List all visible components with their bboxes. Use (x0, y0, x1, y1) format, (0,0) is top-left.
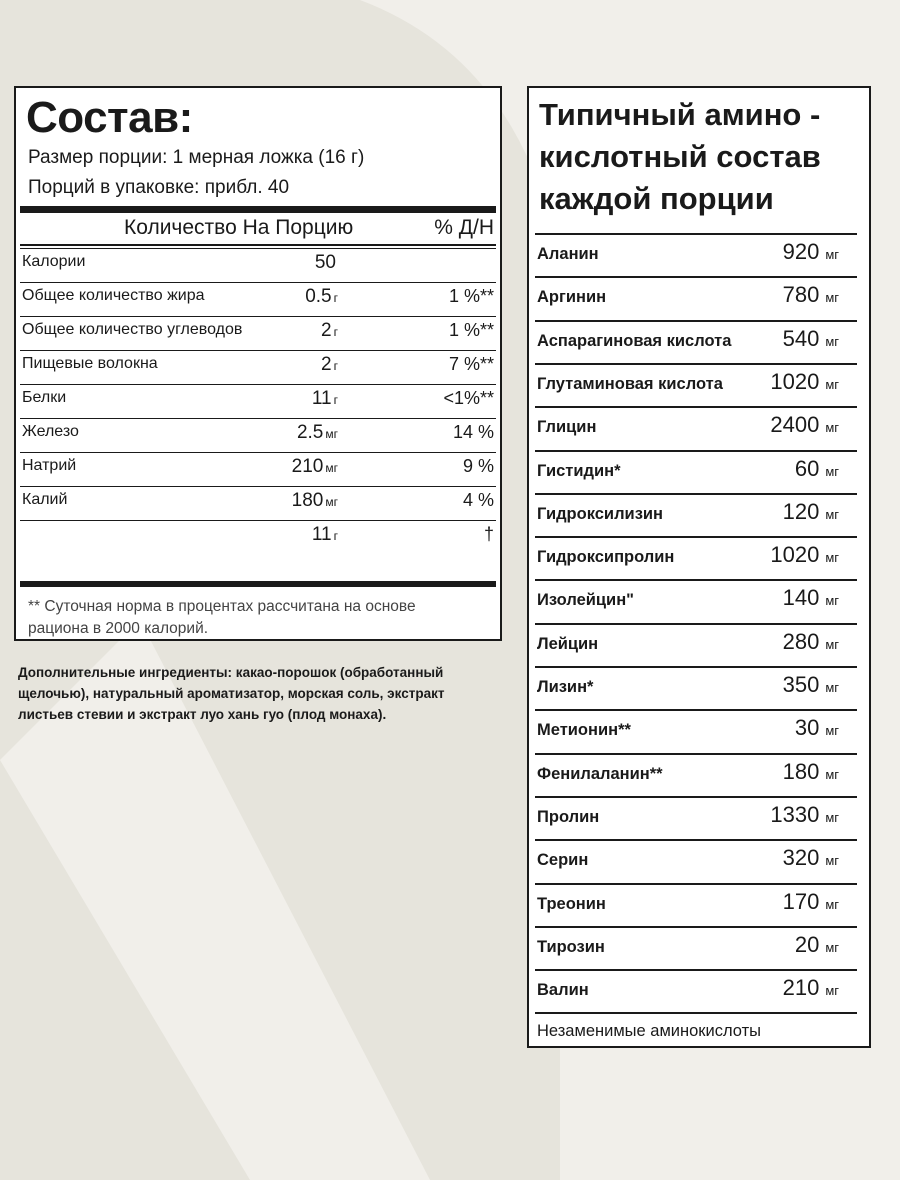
amino-acid-amount (794, 455, 839, 481)
amino-acid-unit: мг (825, 333, 839, 349)
row-divider (535, 363, 857, 365)
nutrient-amount-value: 210 (291, 456, 324, 477)
amino-acid-amount (770, 368, 839, 394)
amino-acid-name: Серин (537, 851, 589, 870)
amino-acid-unit: мг (825, 506, 839, 522)
row-divider (535, 839, 857, 841)
nutrient-amount (312, 525, 338, 544)
amino-row (535, 883, 857, 926)
amino-acid-name: Валин (537, 981, 589, 1000)
nutrient-daily-value: † (483, 524, 494, 544)
nutrient-daily-value: 4 % (462, 490, 494, 510)
row-divider (535, 623, 857, 625)
amino-acid-name: Аргинин (537, 288, 607, 307)
amino-acid-name: Аланин (537, 245, 599, 263)
row-divider (535, 1012, 857, 1014)
nutrient-daily-value: <1%** (443, 388, 494, 408)
nutrient-amount-value: 2 (321, 320, 332, 341)
row-divider (535, 753, 857, 755)
thick-divider (20, 206, 496, 213)
nutrient-name: Железо (22, 423, 79, 440)
row-divider (535, 320, 857, 322)
amino-acid-unit: мг (825, 636, 839, 652)
amino-acid-value: 2400 (770, 412, 820, 438)
amino-acid-panel (527, 86, 871, 1048)
nutrient-amount-value: 11 (311, 388, 332, 409)
amino-acid-amount (794, 931, 839, 957)
amino-acid-value: 780 (782, 282, 820, 308)
amino-acid-unit: мг (825, 723, 839, 739)
nutrient-amount-unit: г (333, 325, 338, 339)
nutrient-amount-value: 180 (291, 490, 324, 511)
amino-acid-value: 320 (782, 845, 820, 871)
amino-acid-unit: мг (825, 766, 839, 782)
amino-acid-unit: мг (825, 550, 839, 566)
amino-row (535, 666, 857, 709)
amino-acid-value: 20 (794, 931, 820, 957)
nutrient-name: Общее количество углеводов (22, 321, 243, 338)
amino-row (535, 406, 857, 449)
amino-bottom-divider (535, 1012, 857, 1014)
row-divider (20, 282, 496, 283)
amino-acid-value: 120 (782, 498, 820, 524)
amino-acid-unit: мг (825, 420, 839, 436)
amino-acid-unit: мг (825, 809, 839, 825)
nutrient-amount-value: 2 (321, 354, 332, 375)
nutrient-amount-unit: г (333, 359, 338, 373)
nutrient-amount (315, 253, 338, 272)
amino-row (535, 969, 857, 1012)
nutrient-amount-unit: г (333, 291, 338, 305)
row-divider (535, 926, 857, 928)
amino-acid-value: 1330 (770, 801, 820, 827)
amino-acid-amount (770, 544, 839, 566)
amino-acid-value: 350 (782, 672, 820, 697)
row-divider (20, 384, 496, 385)
amino-acid-amount (783, 977, 839, 999)
nutrition-title: Состав: (26, 93, 193, 142)
amino-acid-value: 540 (782, 325, 820, 351)
row-divider (535, 883, 857, 885)
amino-acid-name: Метионин** (537, 721, 631, 740)
nutrition-row (20, 316, 496, 349)
nutrient-amount-unit: мг (325, 495, 338, 509)
essential-amino-acids-note: Незаменимые аминокислоты (537, 1022, 762, 1040)
nutrition-row (20, 282, 496, 315)
amino-acid-value: 920 (782, 239, 820, 264)
nutrition-row (20, 350, 496, 383)
amino-acid-amount (783, 847, 839, 869)
nutrient-amount-value: 2.5 (296, 422, 324, 443)
amino-acid-value: 60 (794, 455, 820, 481)
nutrient-amount (312, 389, 338, 408)
nutrient-amount (305, 287, 338, 306)
row-divider (535, 450, 857, 452)
row-divider (20, 452, 496, 453)
amino-acid-amount (782, 498, 839, 524)
nutrient-amount-unit: мг (325, 461, 338, 475)
nutrient-name: Пищевые волокна (22, 355, 158, 372)
nutrient-daily-value: 9 % (462, 456, 494, 476)
nutrient-name: Калий (22, 491, 68, 508)
nutrient-amount (297, 423, 338, 442)
daily-value-footnote: ** Суточная норма в процентах рассчитана на основе рациона в 2000 калорий. (28, 598, 416, 637)
nutrient-amount-value: 50 (314, 252, 336, 273)
amino-acid-value: 170 (782, 888, 820, 914)
amino-acid-amount (783, 284, 839, 306)
nutrition-row (20, 418, 496, 451)
header-divider (20, 244, 496, 246)
amino-acid-name: Тирозин (537, 937, 605, 956)
amino-row (535, 363, 857, 406)
nutrition-facts-panel (14, 86, 502, 641)
row-divider (535, 969, 857, 971)
amino-acid-amount (783, 587, 839, 609)
nutrient-amount-value: 0.5 (305, 286, 332, 307)
extra-ingredients: Дополнительные ингредиенты: какао-порошок (обработанный щелочью), натуральный ароматизатор, морская соль, экстракт листьев стевии и экстракт луо хань гуо (плод монаха). (18, 665, 445, 722)
amino-row (535, 233, 857, 276)
amino-acid-name: Треонин (537, 894, 606, 913)
amino-acid-amount (782, 758, 839, 784)
nutrient-daily-value: 1 %** (448, 286, 494, 306)
amino-acid-name: Лейцин (537, 634, 599, 653)
amino-acid-name: Гистидин* (537, 461, 621, 480)
row-divider (535, 666, 857, 668)
amino-acid-amount (783, 674, 839, 696)
amino-row (535, 320, 857, 363)
row-divider (20, 486, 496, 487)
amino-acid-unit: мг (825, 376, 839, 392)
row-divider (535, 493, 857, 495)
row-divider (535, 536, 857, 538)
nutrient-name: Белки (22, 389, 67, 406)
amino-row (535, 536, 857, 579)
amino-row (535, 753, 857, 796)
amino-row (535, 493, 857, 536)
nutrition-row (20, 248, 496, 281)
amino-acid-name: Изолейцин" (537, 591, 634, 610)
nutrient-amount-value: 11 (311, 524, 332, 545)
amino-row (535, 839, 857, 882)
amino-row (535, 926, 857, 969)
nutrient-amount-unit: мг (325, 427, 338, 441)
amino-acid-value: 210 (782, 975, 820, 1001)
nutrient-daily-value: 14 % (452, 422, 494, 442)
nutrient-name: Натрий (22, 457, 77, 474)
nutrient-name: Калории (22, 253, 86, 270)
nutrition-row (20, 520, 496, 553)
amino-acid-name: Пролин (537, 807, 600, 826)
row-divider (535, 709, 857, 711)
nutrient-daily-value: 1 %** (448, 320, 494, 340)
amino-acid-unit: мг (825, 983, 839, 999)
servings-per-container: Порций в упаковке: прибл. 40 (28, 177, 290, 198)
nutrient-amount-unit: г (333, 529, 338, 543)
amino-acid-value: 180 (782, 758, 820, 784)
amino-acid-name: Аспарагиновая кислота (537, 331, 732, 350)
amino-acid-amount (770, 801, 839, 827)
amino-acid-unit: мг (825, 247, 839, 262)
thick-divider-bottom (20, 581, 496, 587)
serving-size: Размер порции: 1 мерная ложка (16 г) (28, 147, 365, 168)
nutrient-amount (292, 491, 338, 510)
amino-acid-amount (782, 888, 839, 914)
amino-acid-unit: мг (825, 853, 839, 869)
amino-acid-unit: мг (825, 896, 839, 912)
amino-acid-unit: мг (825, 680, 839, 695)
amino-row (535, 623, 857, 666)
amino-acid-name: Глутаминовая кислота (537, 374, 723, 393)
amino-acid-value: 280 (782, 628, 820, 654)
amino-acid-value: 140 (782, 585, 820, 611)
amino-acid-value: 1020 (770, 542, 820, 568)
nutrition-row (20, 486, 496, 519)
row-divider (535, 796, 857, 798)
amino-acid-value: 30 (794, 715, 820, 741)
amino-row (535, 709, 857, 752)
amino-acid-name: Лизин* (537, 678, 594, 696)
header-amount-per-serving: Количество На Порцию (124, 216, 354, 239)
amino-acid-amount (782, 325, 839, 351)
amino-acid-name: Глицин (537, 418, 597, 437)
amino-acid-amount (783, 241, 839, 263)
amino-acid-value: 1020 (770, 368, 820, 394)
amino-row (535, 276, 857, 319)
nutrient-daily-value: 7 %** (448, 354, 494, 374)
amino-acid-name: Гидроксилизин (537, 504, 664, 523)
nutrient-name: Общее количество жира (22, 287, 205, 304)
amino-row (535, 450, 857, 493)
amino-acid-amount (795, 717, 839, 739)
amino-row (535, 796, 857, 839)
row-divider (20, 350, 496, 351)
amino-acid-unit: мг (825, 290, 839, 306)
row-divider (20, 520, 496, 521)
nutrient-amount-unit: г (333, 393, 338, 407)
amino-title: Типичный амино - кислотный состав каждой порции (539, 97, 821, 216)
amino-row (535, 579, 857, 622)
nutrition-row (20, 452, 496, 485)
nutrient-amount (292, 457, 338, 476)
row-divider (535, 406, 857, 408)
row-divider (535, 276, 857, 278)
row-divider (20, 418, 496, 419)
header-daily-value: % Д/Н (434, 216, 494, 239)
row-divider (535, 233, 857, 235)
nutrient-amount (321, 355, 338, 374)
row-divider (535, 579, 857, 581)
nutrition-row (20, 384, 496, 417)
row-divider (20, 316, 496, 317)
amino-acid-name: Фенилаланин** (537, 764, 663, 783)
amino-acid-unit: мг (825, 593, 839, 609)
amino-acid-name: Гидроксипролин (537, 548, 675, 567)
amino-acid-unit: мг (825, 463, 839, 479)
row-divider (20, 248, 496, 249)
nutrient-amount (321, 321, 338, 340)
amino-acid-unit: мг (825, 939, 839, 955)
amino-acid-amount (782, 628, 839, 654)
amino-acid-amount (770, 414, 839, 436)
